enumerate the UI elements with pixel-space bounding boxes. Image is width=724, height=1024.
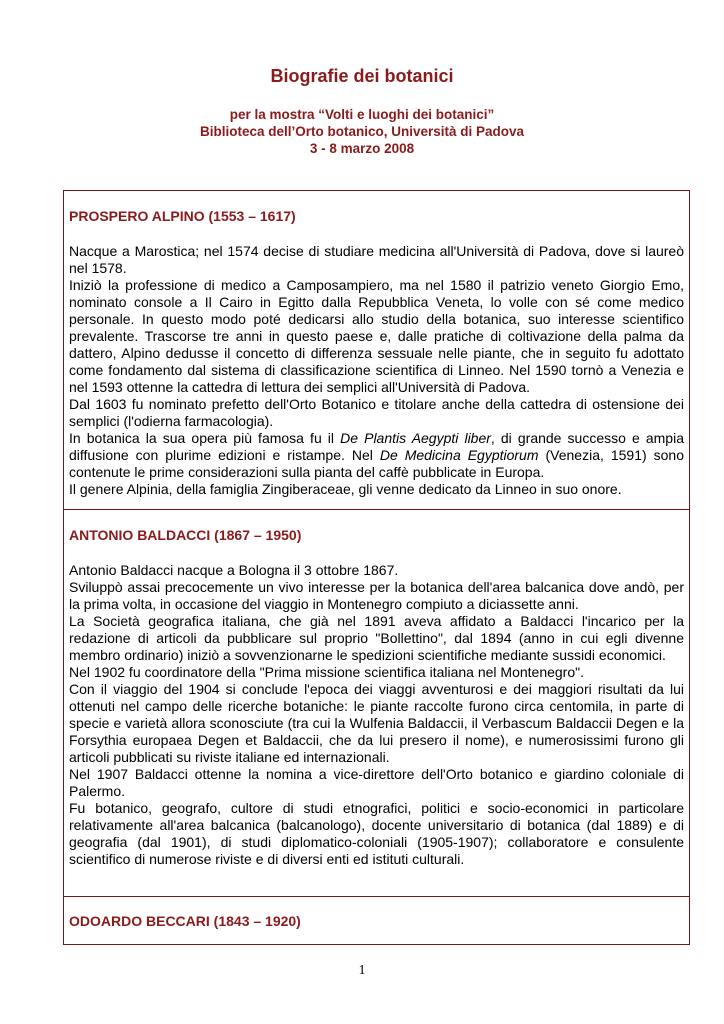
paragraph-works [69, 430, 684, 481]
subtitle-line-dates: 3 - 8 marzo 2008 [309, 141, 415, 156]
paragraph: Nel 1902 fu coordinatore della "Prima missione scientifica italiana nel Montenegro". [69, 664, 584, 680]
book-title: De Medicina Egyptiorum [379, 447, 539, 463]
section-title: PROSPERO ALPINO (1553 – 1617) [69, 208, 296, 224]
paragraph: Dal 1603 fu nominato prefetto dell'Orto Botanico e titolare anche della cattedra di ostensione dei semplici (l'odierna farmacologia). [69, 396, 684, 429]
paragraph: Antonio Baldacci nacque a Bologna il 3 ottobre 1867. [69, 562, 399, 578]
paragraph: Con il viaggio del 1904 si conclude l'epoca dei viaggi avventurosi e dei maggiori risultati da lui ottenuti nel campo delle ricerche botaniche: le piante raccolte furono circa centomila, in parte di specie e varietà allora sconosciute (tra cui la Wulfenia Baldaccii, il Verbascum Baldaccii Degen e la Forsythia europaea Degen et Baldaccii, che da lui presero il nome), e numerosissimi furono gli articoli pubblicati su riviste italiane ed internazionali. [69, 681, 684, 765]
paragraph: Nel 1907 Baldacci ottenne la nomina a vice-direttore dell'Orto botanico e giardino coloniale di Palermo. [69, 766, 684, 799]
subtitle-line-exhibition: per la mostra “Volti e luoghi dei botanici” [229, 107, 495, 122]
book-title: De Plantis Aegypti liber [340, 430, 491, 446]
section-divider [63, 896, 690, 897]
biography-beccari [63, 913, 690, 948]
paragraph: Iniziò la professione di medico a Camposampiero, ma nel 1580 il patrizio veneto Giorgio Emo, nominato console a Il Cairo in Egitto dalla Repubblica Veneta, lo volle con sé come medico personale. In questo modo poté dedicarsi allo studio della botanica, suo interesse scientifico prevalente. Trascorse tre anni in questo paese e, dalle pratiche di coltivazione della palma da dattero, Alpino dedusse il concetto di differenza sessuale nelle piante, che in seguito fu adottato come fondamento dal sistema di classificazione scientifica di Linneo. Nel 1590 tornò a Venezia e nel 1593 ottenne la cattedra di lettura dei semplici all'Università di Padova. [69, 277, 684, 395]
biography-alpino [63, 208, 690, 498]
paragraph: Sviluppò assai precocemente un vivo interesse per la botanica dell'area balcanica dove andò, per la prima volta, in occasione del viaggio in Montenegro compiuto a diciassette anni. [69, 579, 684, 612]
text-run: In botanica la sua opera più famosa fu il [69, 430, 341, 446]
section-divider [63, 509, 690, 510]
biography-baldacci [63, 527, 690, 868]
text-run: (Venezia, 1591) sono contenute le prime considerazioni sulla pianta del caffè pubblicate in Europa. [69, 447, 684, 480]
subtitle-line-library: Biblioteca dell’Orto botanico, Università di Padova [199, 124, 525, 139]
paragraph: Nacque a Marostica; nel 1574 decise di studiare medicina all'Università di Padova, dove si laureò nel 1578. [69, 243, 684, 276]
document-subtitle [0, 106, 724, 157]
document-title: Biografie dei botanici [270, 66, 454, 86]
page-number: 1 [358, 963, 366, 978]
text-run: , di grande successo e ampia diffusione con plurime edizioni e ristampe. Nel [69, 430, 684, 463]
paragraph: Il genere Alpinia, della famiglia Zingiberaceae, gli venne dedicato da Linneo in suo onore. [69, 481, 622, 497]
section-title: ANTONIO BALDACCI (1867 – 1950) [69, 527, 302, 543]
paragraph: La Società geografica italiana, che già nel 1891 aveva affidato a Baldacci l'incarico per la redazione di articoli da pubblicare sul proprio "Bollettino", dal 1894 (anno in cui egli divenne membro ordinario) iniziò a sovvenzionarne le spedizioni scientifiche mediante sussidi economici. [69, 613, 684, 663]
section-title: ODOARDO BECCARI (1843 – 1920) [69, 913, 301, 929]
paragraph: Fu botanico, geografo, cultore di studi etnografici, politici e socio-economici in particolare relativamente all'area balcanica (balcanologo), docente universitario di botanica (dal 1889) e di geografia (dal 1901), di studi diplomatico-coloniali (1905-1907); collaboratore e consulente scientifico di numerose riviste e di diversi enti ed istituti culturali. [69, 800, 684, 867]
